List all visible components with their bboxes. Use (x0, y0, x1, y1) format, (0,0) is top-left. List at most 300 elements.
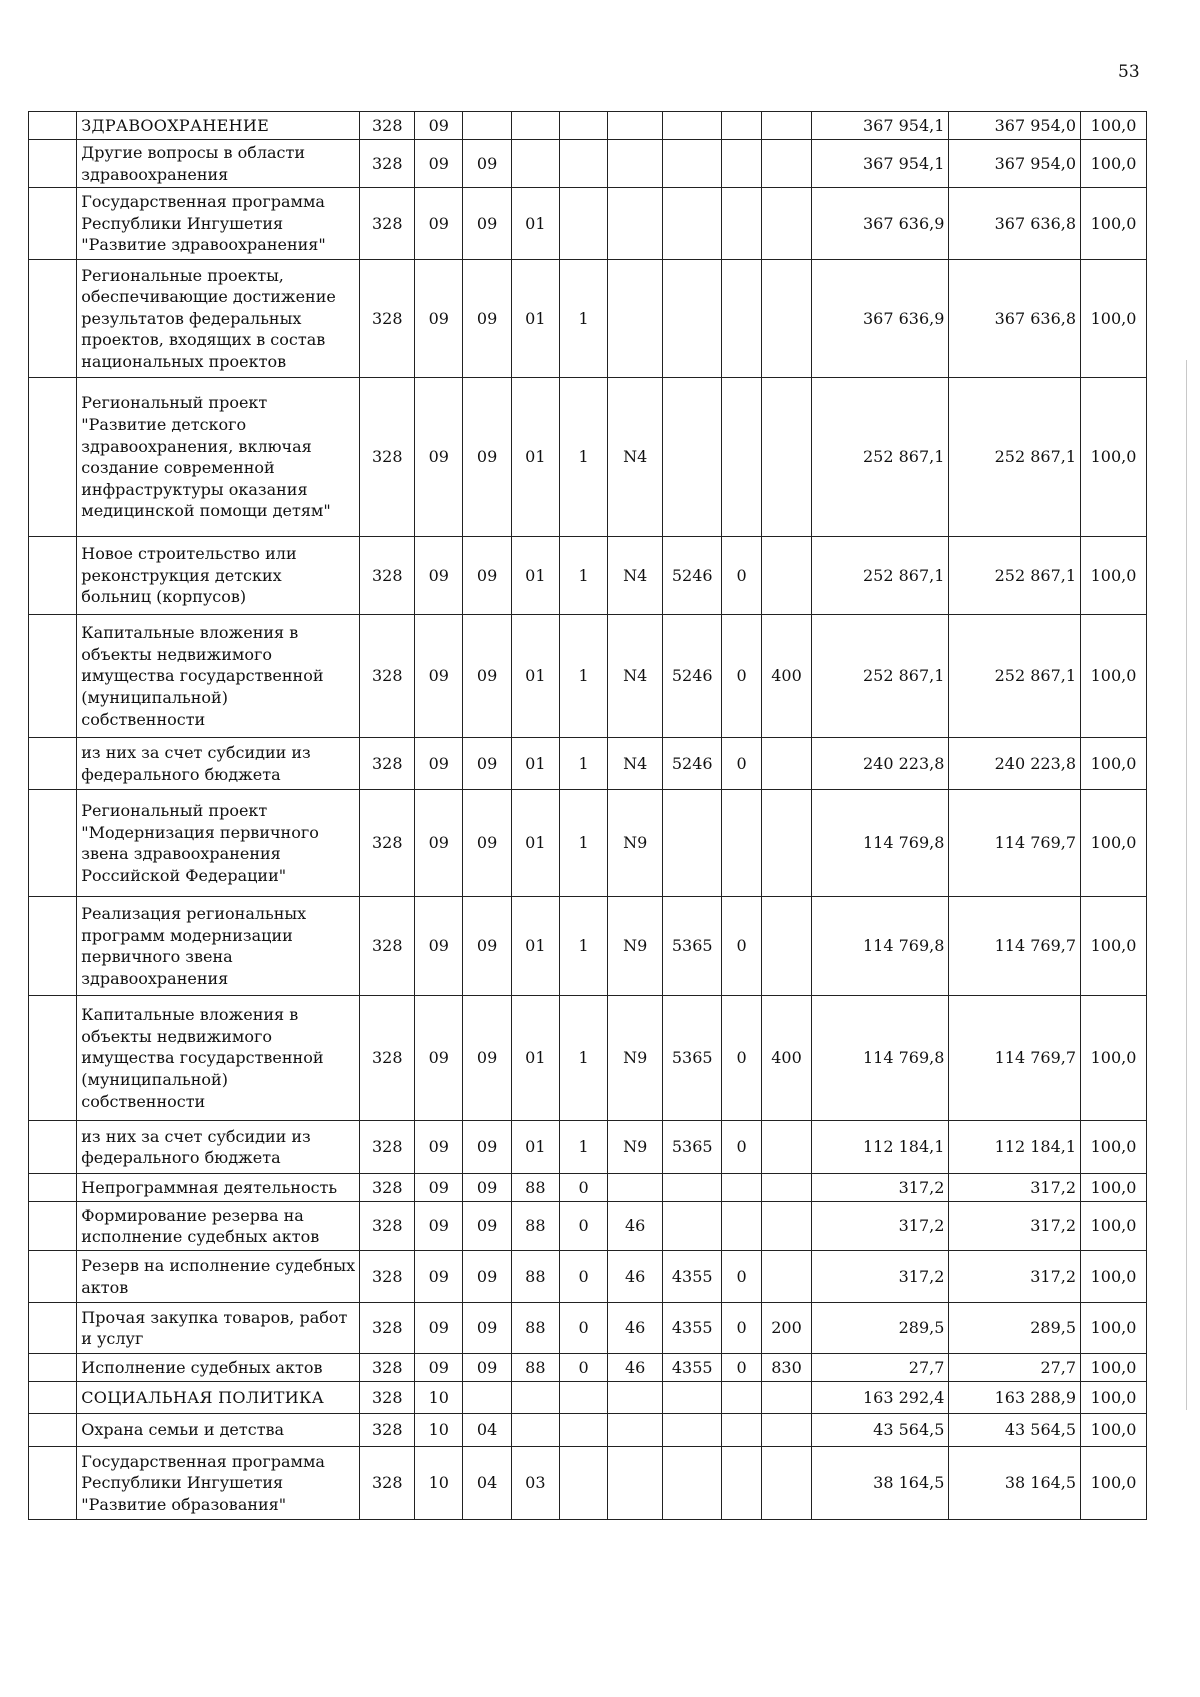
executed-amount: 112 184,1 (949, 1121, 1081, 1174)
row-name: Реализация региональных программ модернизации первичного звена здравоохранения (77, 897, 360, 996)
code-extra (722, 1174, 761, 1202)
code-gad: 328 (360, 615, 415, 738)
executed-amount: 367 954,0 (949, 140, 1081, 188)
code-subsection: 09 (463, 537, 511, 615)
code-project: 46 (608, 1354, 663, 1382)
code-program: 88 (511, 1354, 559, 1382)
code-project: N4 (608, 615, 663, 738)
code-program: 01 (511, 537, 559, 615)
code-extra (722, 1202, 761, 1251)
code-direction (663, 1382, 722, 1414)
code-subsection: 09 (463, 615, 511, 738)
blank-margin-cell (29, 1447, 77, 1520)
code-subsection: 04 (463, 1447, 511, 1520)
blank-margin-cell (29, 1121, 77, 1174)
code-section: 09 (415, 1202, 463, 1251)
planned-amount: 317,2 (812, 1174, 949, 1202)
row-name: Формирование резерва на исполнение судебных актов (77, 1202, 360, 1251)
code-extra (722, 112, 761, 140)
code-extra: 0 (722, 1303, 761, 1354)
execution-percent: 100,0 (1081, 996, 1147, 1121)
code-gad: 328 (360, 378, 415, 537)
executed-amount: 367 636,8 (949, 188, 1081, 260)
page-number: 53 (1118, 62, 1140, 82)
code-expense-type (761, 112, 811, 140)
code-extra: 0 (722, 537, 761, 615)
code-subprogram: 0 (559, 1303, 607, 1354)
execution-percent: 100,0 (1081, 1174, 1147, 1202)
blank-margin-cell (29, 1251, 77, 1303)
code-expense-type (761, 1251, 811, 1303)
code-expense-type (761, 1447, 811, 1520)
code-program: 01 (511, 615, 559, 738)
blank-margin-cell (29, 738, 77, 790)
code-program: 01 (511, 897, 559, 996)
row-name: Непрограммная деятельность (77, 1174, 360, 1202)
code-gad: 328 (360, 1174, 415, 1202)
code-project (608, 188, 663, 260)
code-program: 03 (511, 1447, 559, 1520)
code-section: 09 (415, 537, 463, 615)
table-row (29, 790, 1147, 897)
code-subprogram: 1 (559, 1121, 607, 1174)
code-program: 01 (511, 738, 559, 790)
code-project (608, 1447, 663, 1520)
code-section: 09 (415, 378, 463, 537)
execution-percent: 100,0 (1081, 188, 1147, 260)
table-row (29, 378, 1147, 537)
code-direction (663, 140, 722, 188)
code-direction: 4355 (663, 1303, 722, 1354)
code-direction: 5246 (663, 537, 722, 615)
row-name: ЗДРАВООХРАНЕНИЕ (77, 112, 360, 140)
code-expense-type: 200 (761, 1303, 811, 1354)
table-row (29, 1382, 1147, 1414)
code-project: N9 (608, 1121, 663, 1174)
table-row (29, 1121, 1147, 1174)
code-direction: 5246 (663, 738, 722, 790)
code-section: 09 (415, 1303, 463, 1354)
code-subprogram: 1 (559, 790, 607, 897)
blank-margin-cell (29, 140, 77, 188)
table-row (29, 1174, 1147, 1202)
code-direction (663, 1174, 722, 1202)
code-expense-type (761, 1382, 811, 1414)
table-row (29, 260, 1147, 378)
table-row (29, 1251, 1147, 1303)
code-expense-type (761, 188, 811, 260)
blank-margin-cell (29, 615, 77, 738)
code-section: 10 (415, 1447, 463, 1520)
code-subsection: 09 (463, 1121, 511, 1174)
code-direction (663, 112, 722, 140)
planned-amount: 367 636,9 (812, 260, 949, 378)
execution-percent: 100,0 (1081, 738, 1147, 790)
execution-percent: 100,0 (1081, 615, 1147, 738)
row-name: из них за счет субсидии из федерального бюджета (77, 738, 360, 790)
planned-amount: 317,2 (812, 1251, 949, 1303)
blank-margin-cell (29, 1382, 77, 1414)
table-row (29, 140, 1147, 188)
code-program: 88 (511, 1202, 559, 1251)
blank-margin-cell (29, 1354, 77, 1382)
code-project: 46 (608, 1202, 663, 1251)
planned-amount: 112 184,1 (812, 1121, 949, 1174)
code-program: 01 (511, 790, 559, 897)
code-project: N4 (608, 378, 663, 537)
executed-amount: 252 867,1 (949, 615, 1081, 738)
executed-amount: 114 769,7 (949, 897, 1081, 996)
budget-execution-table (28, 111, 1147, 1520)
executed-amount: 114 769,7 (949, 996, 1081, 1121)
row-name: из них за счет субсидии из федерального бюджета (77, 1121, 360, 1174)
table-row (29, 1447, 1147, 1520)
code-section: 09 (415, 1174, 463, 1202)
code-extra (722, 378, 761, 537)
planned-amount: 252 867,1 (812, 615, 949, 738)
blank-margin-cell (29, 1414, 77, 1447)
executed-amount: 252 867,1 (949, 537, 1081, 615)
scan-edge-line (1186, 360, 1187, 1410)
code-subprogram: 1 (559, 378, 607, 537)
code-extra: 0 (722, 615, 761, 738)
code-project: N4 (608, 537, 663, 615)
blank-margin-cell (29, 260, 77, 378)
planned-amount: 114 769,8 (812, 996, 949, 1121)
code-project: N4 (608, 738, 663, 790)
code-subsection: 04 (463, 1414, 511, 1447)
code-section: 09 (415, 790, 463, 897)
row-name: Прочая закупка товаров, работ и услуг (77, 1303, 360, 1354)
code-project (608, 1174, 663, 1202)
code-expense-type (761, 1414, 811, 1447)
code-expense-type (761, 1174, 811, 1202)
code-direction (663, 378, 722, 537)
code-subprogram (559, 1382, 607, 1414)
code-subsection: 09 (463, 897, 511, 996)
table-row (29, 188, 1147, 260)
code-expense-type (761, 378, 811, 537)
table-row (29, 1354, 1147, 1382)
code-expense-type (761, 738, 811, 790)
planned-amount: 163 292,4 (812, 1382, 949, 1414)
code-section: 09 (415, 1121, 463, 1174)
code-subsection: 09 (463, 188, 511, 260)
code-direction: 4355 (663, 1251, 722, 1303)
code-direction: 5365 (663, 1121, 722, 1174)
executed-amount: 38 164,5 (949, 1447, 1081, 1520)
code-gad: 328 (360, 1447, 415, 1520)
code-gad: 328 (360, 1414, 415, 1447)
code-gad: 328 (360, 790, 415, 897)
planned-amount: 367 954,1 (812, 112, 949, 140)
code-extra (722, 140, 761, 188)
execution-percent: 100,0 (1081, 790, 1147, 897)
code-program (511, 1414, 559, 1447)
code-project: N9 (608, 996, 663, 1121)
code-subsection (463, 112, 511, 140)
code-subprogram: 1 (559, 996, 607, 1121)
code-program: 01 (511, 1121, 559, 1174)
table-row (29, 1414, 1147, 1447)
planned-amount: 367 954,1 (812, 140, 949, 188)
planned-amount: 317,2 (812, 1202, 949, 1251)
execution-percent: 100,0 (1081, 1447, 1147, 1520)
code-section: 10 (415, 1414, 463, 1447)
execution-percent: 100,0 (1081, 378, 1147, 537)
code-direction (663, 1447, 722, 1520)
execution-percent: 100,0 (1081, 1414, 1147, 1447)
blank-margin-cell (29, 996, 77, 1121)
code-extra: 0 (722, 738, 761, 790)
row-name: Исполнение судебных актов (77, 1354, 360, 1382)
code-program: 88 (511, 1174, 559, 1202)
executed-amount: 252 867,1 (949, 378, 1081, 537)
row-name: Региональный проект "Развитие детского здравоохранения, включая создание современной инфраструктуры оказания медицинской помощи детям" (77, 378, 360, 537)
code-expense-type (761, 1121, 811, 1174)
code-expense-type (761, 1202, 811, 1251)
row-name: Охрана семьи и детства (77, 1414, 360, 1447)
code-section: 09 (415, 188, 463, 260)
executed-amount: 27,7 (949, 1354, 1081, 1382)
code-section: 09 (415, 996, 463, 1121)
planned-amount: 114 769,8 (812, 897, 949, 996)
code-subsection: 09 (463, 378, 511, 537)
code-expense-type (761, 790, 811, 897)
code-gad: 328 (360, 260, 415, 378)
code-direction: 5246 (663, 615, 722, 738)
table-row (29, 1303, 1147, 1354)
code-program: 01 (511, 260, 559, 378)
code-project (608, 1382, 663, 1414)
execution-percent: 100,0 (1081, 112, 1147, 140)
code-extra: 0 (722, 1121, 761, 1174)
row-name: Региональные проекты, обеспечивающие достижение результатов федеральных проектов, входящих в состав национальных проектов (77, 260, 360, 378)
code-program: 88 (511, 1303, 559, 1354)
planned-amount: 240 223,8 (812, 738, 949, 790)
code-gad: 328 (360, 1121, 415, 1174)
code-extra (722, 790, 761, 897)
planned-amount: 27,7 (812, 1354, 949, 1382)
code-program (511, 112, 559, 140)
code-direction: 5365 (663, 897, 722, 996)
planned-amount: 252 867,1 (812, 537, 949, 615)
code-extra: 0 (722, 1251, 761, 1303)
code-direction (663, 1202, 722, 1251)
table-row (29, 738, 1147, 790)
execution-percent: 100,0 (1081, 140, 1147, 188)
code-gad: 328 (360, 1202, 415, 1251)
code-subsection: 09 (463, 1251, 511, 1303)
code-section: 09 (415, 140, 463, 188)
code-subprogram: 0 (559, 1174, 607, 1202)
code-expense-type (761, 897, 811, 996)
table-row (29, 615, 1147, 738)
blank-margin-cell (29, 112, 77, 140)
code-gad: 328 (360, 1303, 415, 1354)
code-expense-type: 400 (761, 996, 811, 1121)
blank-margin-cell (29, 378, 77, 537)
code-subprogram (559, 1414, 607, 1447)
code-subprogram: 1 (559, 738, 607, 790)
code-expense-type (761, 140, 811, 188)
code-extra (722, 188, 761, 260)
code-expense-type: 400 (761, 615, 811, 738)
table-row (29, 996, 1147, 1121)
code-direction (663, 188, 722, 260)
code-section: 10 (415, 1382, 463, 1414)
code-section: 09 (415, 1251, 463, 1303)
table-row (29, 1202, 1147, 1251)
code-subsection: 09 (463, 1354, 511, 1382)
code-subsection: 09 (463, 738, 511, 790)
code-program: 88 (511, 1251, 559, 1303)
code-section: 09 (415, 112, 463, 140)
code-project (608, 1414, 663, 1447)
planned-amount: 114 769,8 (812, 790, 949, 897)
code-expense-type (761, 260, 811, 378)
code-gad: 328 (360, 897, 415, 996)
code-subprogram: 0 (559, 1202, 607, 1251)
blank-margin-cell (29, 1174, 77, 1202)
execution-percent: 100,0 (1081, 1251, 1147, 1303)
execution-percent: 100,0 (1081, 1303, 1147, 1354)
executed-amount: 289,5 (949, 1303, 1081, 1354)
code-subsection: 09 (463, 1202, 511, 1251)
planned-amount: 367 636,9 (812, 188, 949, 260)
blank-margin-cell (29, 1202, 77, 1251)
code-program (511, 140, 559, 188)
row-name: Государственная программа Республики Ингушетия "Развитие образования" (77, 1447, 360, 1520)
executed-amount: 317,2 (949, 1251, 1081, 1303)
code-extra (722, 260, 761, 378)
code-extra (722, 1382, 761, 1414)
code-extra: 0 (722, 996, 761, 1121)
executed-amount: 43 564,5 (949, 1414, 1081, 1447)
code-gad: 328 (360, 1251, 415, 1303)
code-project: 46 (608, 1303, 663, 1354)
code-project: N9 (608, 790, 663, 897)
code-program: 01 (511, 378, 559, 537)
planned-amount: 289,5 (812, 1303, 949, 1354)
code-project (608, 112, 663, 140)
code-program: 01 (511, 188, 559, 260)
code-direction: 4355 (663, 1354, 722, 1382)
code-direction (663, 790, 722, 897)
code-subsection (463, 1382, 511, 1414)
executed-amount: 114 769,7 (949, 790, 1081, 897)
code-section: 09 (415, 260, 463, 378)
blank-margin-cell (29, 1303, 77, 1354)
code-section: 09 (415, 897, 463, 996)
code-section: 09 (415, 615, 463, 738)
table-row (29, 537, 1147, 615)
code-gad: 328 (360, 1382, 415, 1414)
code-section: 09 (415, 1354, 463, 1382)
blank-margin-cell (29, 537, 77, 615)
code-subprogram (559, 112, 607, 140)
code-subsection: 09 (463, 140, 511, 188)
code-direction: 5365 (663, 996, 722, 1121)
code-gad: 328 (360, 140, 415, 188)
code-direction (663, 1414, 722, 1447)
executed-amount: 317,2 (949, 1202, 1081, 1251)
code-direction (663, 260, 722, 378)
code-expense-type (761, 537, 811, 615)
code-subsection: 09 (463, 996, 511, 1121)
code-extra: 0 (722, 1354, 761, 1382)
code-gad: 328 (360, 112, 415, 140)
code-project (608, 140, 663, 188)
execution-percent: 100,0 (1081, 1354, 1147, 1382)
row-name: Региональный проект "Модернизация первичного звена здравоохранения Российской Федерации" (77, 790, 360, 897)
code-subsection: 09 (463, 1174, 511, 1202)
row-name: Новое строительство или реконструкция детских больниц (корпусов) (77, 537, 360, 615)
table-row (29, 897, 1147, 996)
row-name: Государственная программа Республики Ингушетия "Развитие здравоохранения" (77, 188, 360, 260)
executed-amount: 367 636,8 (949, 260, 1081, 378)
code-extra (722, 1447, 761, 1520)
code-subprogram (559, 140, 607, 188)
planned-amount: 43 564,5 (812, 1414, 949, 1447)
execution-percent: 100,0 (1081, 1382, 1147, 1414)
code-subsection: 09 (463, 260, 511, 378)
code-gad: 328 (360, 188, 415, 260)
executed-amount: 163 288,9 (949, 1382, 1081, 1414)
blank-margin-cell (29, 188, 77, 260)
planned-amount: 252 867,1 (812, 378, 949, 537)
code-extra (722, 1414, 761, 1447)
code-subsection: 09 (463, 1303, 511, 1354)
execution-percent: 100,0 (1081, 897, 1147, 996)
row-name: СОЦИАЛЬНАЯ ПОЛИТИКА (77, 1382, 360, 1414)
row-name: Другие вопросы в области здравоохранения (77, 140, 360, 188)
row-name: Капитальные вложения в объекты недвижимого имущества государственной (муниципальной) собственности (77, 615, 360, 738)
executed-amount: 367 954,0 (949, 112, 1081, 140)
execution-percent: 100,0 (1081, 1202, 1147, 1251)
code-subprogram: 1 (559, 615, 607, 738)
execution-percent: 100,0 (1081, 260, 1147, 378)
code-project (608, 260, 663, 378)
code-extra: 0 (722, 897, 761, 996)
code-project: 46 (608, 1251, 663, 1303)
blank-margin-cell (29, 897, 77, 996)
code-subprogram (559, 1447, 607, 1520)
row-name: Капитальные вложения в объекты недвижимого имущества государственной (муниципальной) собственности (77, 996, 360, 1121)
code-gad: 328 (360, 1354, 415, 1382)
code-subprogram (559, 188, 607, 260)
blank-margin-cell (29, 790, 77, 897)
code-expense-type: 830 (761, 1354, 811, 1382)
planned-amount: 38 164,5 (812, 1447, 949, 1520)
code-gad: 328 (360, 738, 415, 790)
code-gad: 328 (360, 996, 415, 1121)
execution-percent: 100,0 (1081, 537, 1147, 615)
code-subprogram: 0 (559, 1354, 607, 1382)
code-subprogram: 0 (559, 1251, 607, 1303)
code-subprogram: 1 (559, 897, 607, 996)
row-name: Резерв на исполнение судебных актов (77, 1251, 360, 1303)
code-gad: 328 (360, 537, 415, 615)
executed-amount: 240 223,8 (949, 738, 1081, 790)
code-subsection: 09 (463, 790, 511, 897)
code-program: 01 (511, 996, 559, 1121)
code-project: N9 (608, 897, 663, 996)
table-body (29, 112, 1147, 1520)
execution-percent: 100,0 (1081, 1121, 1147, 1174)
code-program (511, 1382, 559, 1414)
table-row (29, 112, 1147, 140)
